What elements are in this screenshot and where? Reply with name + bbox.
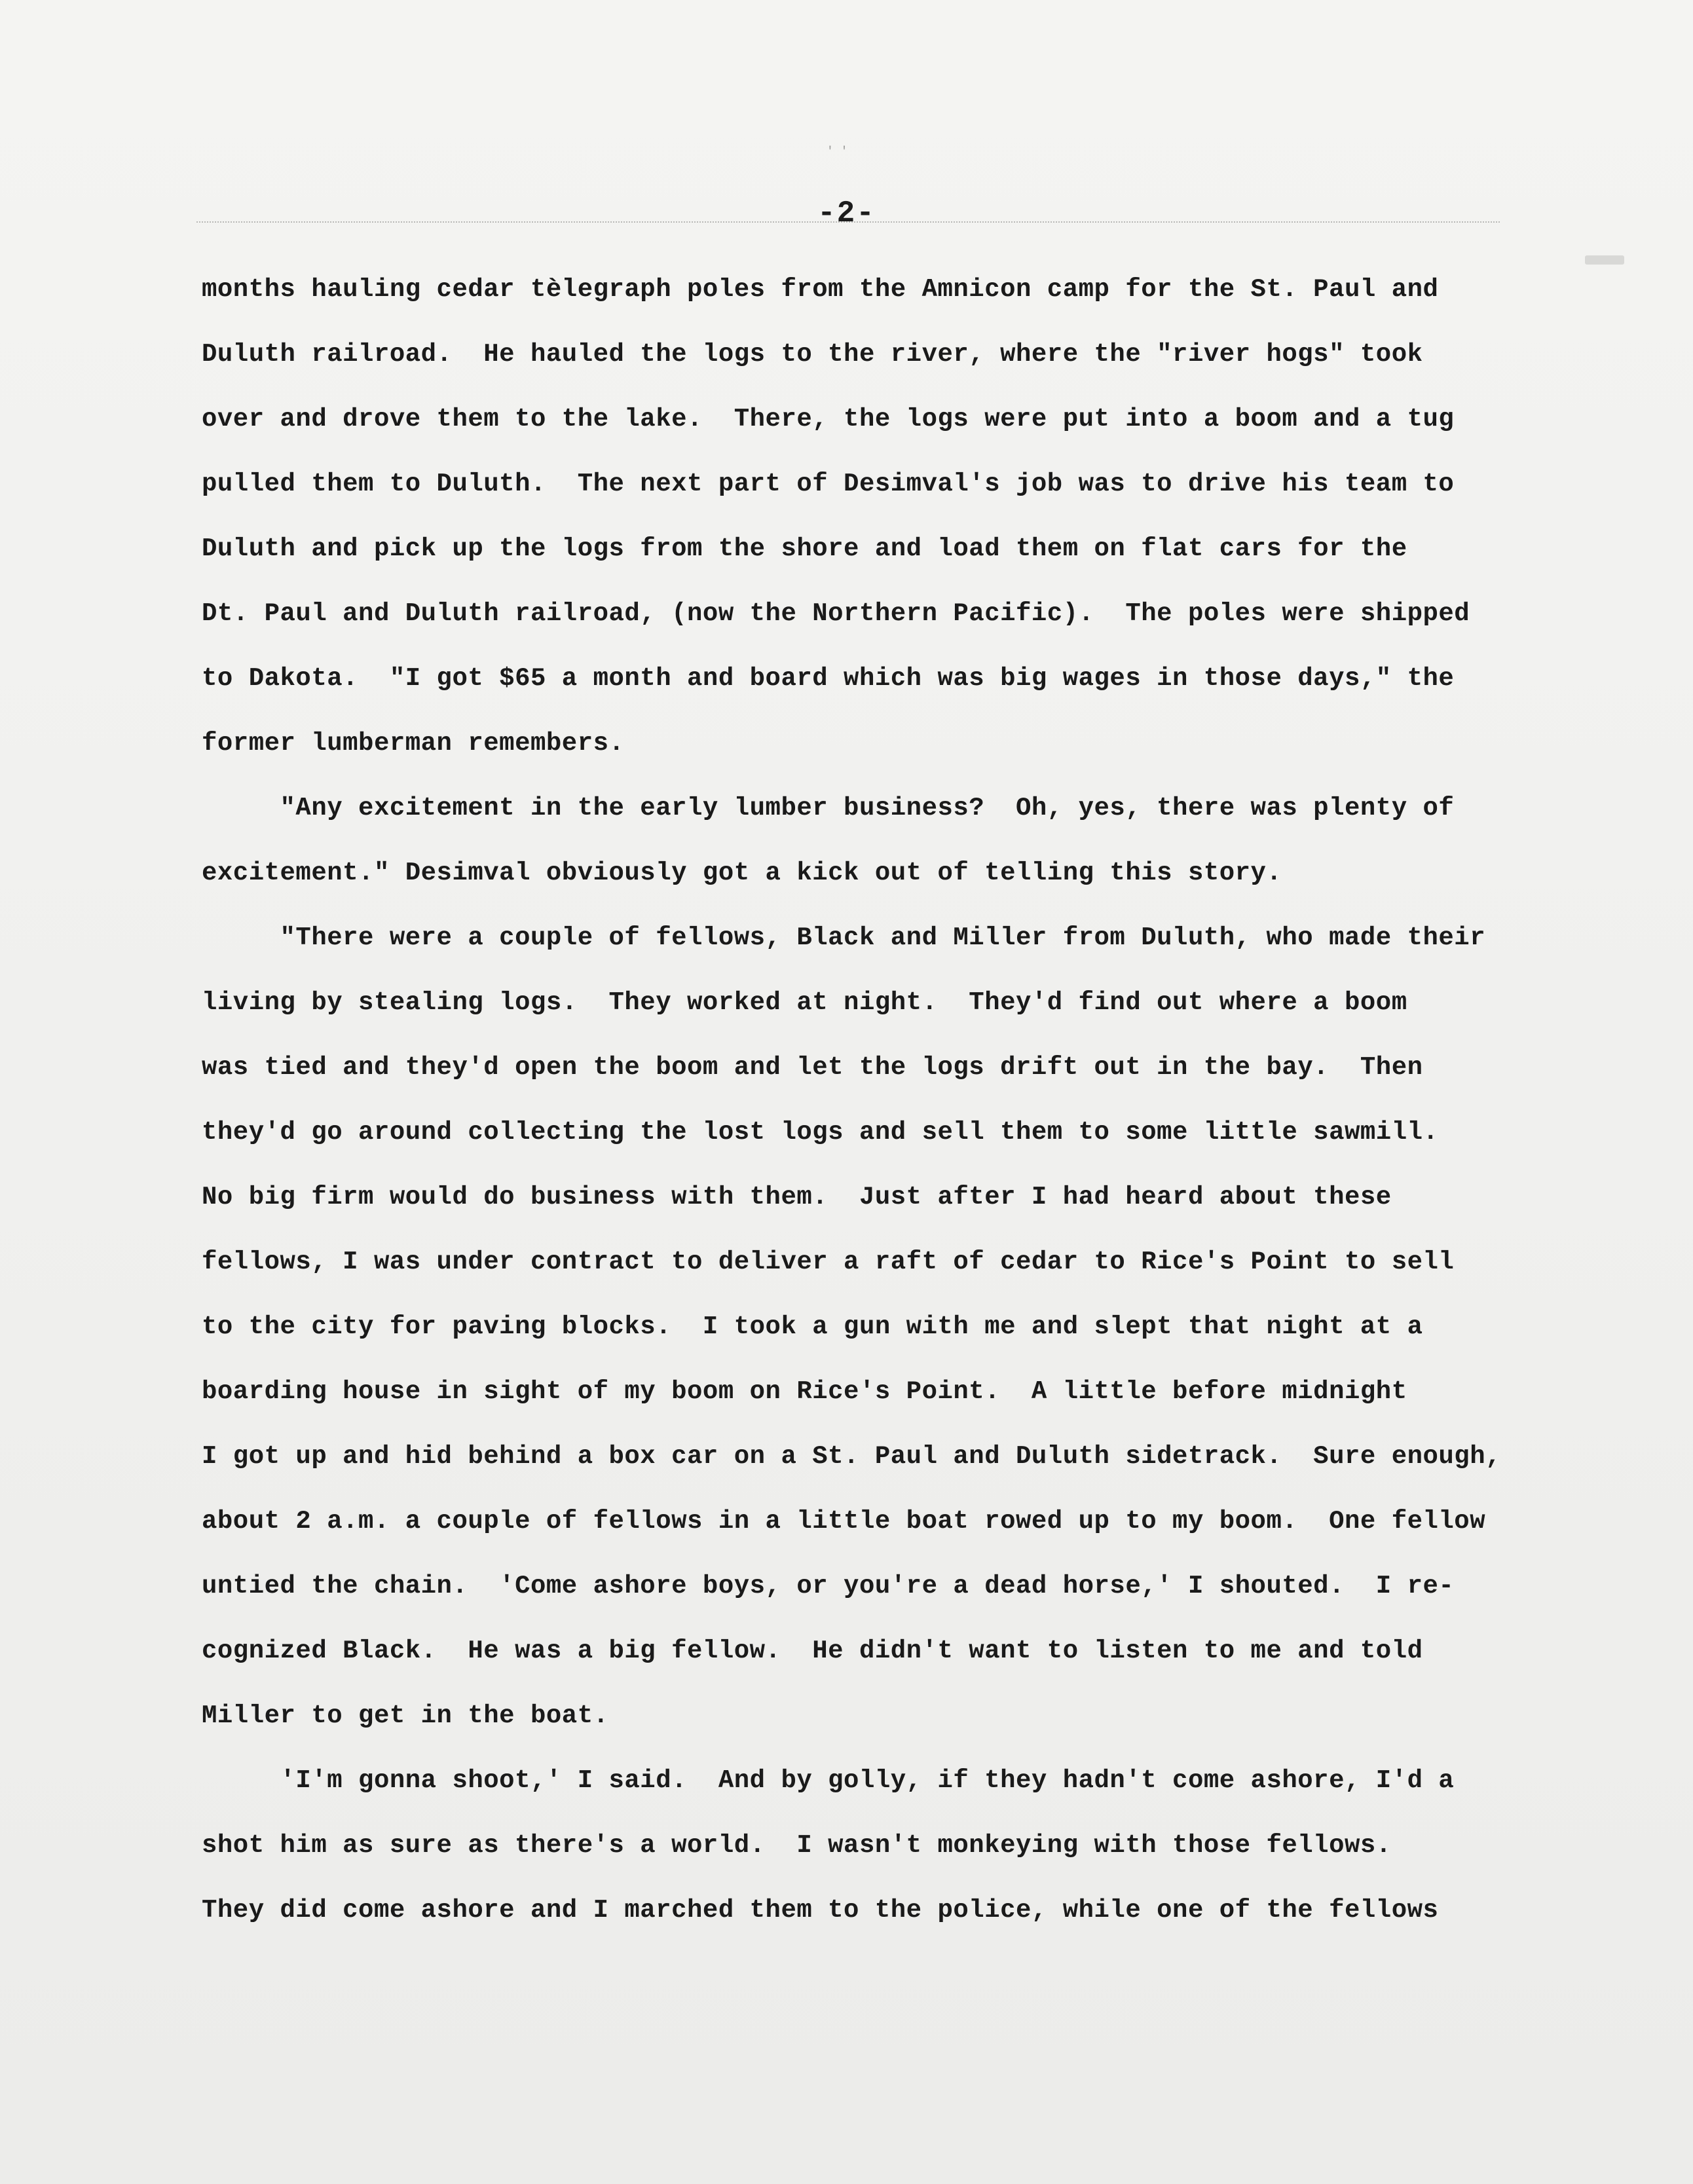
text-line: they'd go around collecting the lost logs and sell them to some little sawmill.	[202, 1118, 1439, 1147]
text-line: about 2 a.m. a couple of fellows in a little boat rowed up to my boom. One fellow	[202, 1507, 1486, 1536]
faint-mark: ' '	[827, 145, 848, 158]
text-line: over and drove them to the lake. There, the logs were put into a boom and a tug	[202, 405, 1455, 434]
text-line: pulled them to Duluth. The next part of Desimval's job was to drive his team to	[202, 470, 1455, 498]
text-line: "There were a couple of fellows, Black and Miller from Duluth, who made their	[202, 923, 1486, 952]
text-line: I got up and hid behind a box car on a St. Paul and Duluth sidetrack. Sure enough,	[202, 1442, 1502, 1471]
text-line: fellows, I was under contract to deliver a raft of cedar to Rice's Point to sell	[202, 1248, 1455, 1276]
text-line: untied the chain. 'Come ashore boys, or you're a dead horse,' I shouted. I re-	[202, 1572, 1455, 1601]
text-line: Dt. Paul and Duluth railroad, (now the Northern Pacific). The poles were shipped	[202, 599, 1470, 628]
text-line: excitement." Desimval obviously got a kick out of telling this story.	[202, 859, 1282, 887]
text-line: No big firm would do business with them. Just after I had heard about these	[202, 1183, 1392, 1212]
text-line: Duluth and pick up the logs from the shore and load them on flat cars for the	[202, 534, 1407, 563]
text-line: living by stealing logs. They worked at night. They'd find out where a boom	[202, 988, 1407, 1017]
page-number: -2-	[817, 196, 876, 231]
text-line: 'I'm gonna shoot,' I said. And by golly, if they hadn't come ashore, I'd a	[202, 1766, 1455, 1795]
text-line: Duluth railroad. He hauled the logs to the river, where the "river hogs" took	[202, 340, 1423, 369]
text-line: boarding house in sight of my boom on Rice's Point. A little before midnight	[202, 1377, 1407, 1406]
text-line: They did come ashore and I marched them to the police, while one of the fellows	[202, 1896, 1439, 1925]
text-line: was tied and they'd open the boom and let the logs drift out in the bay. Then	[202, 1053, 1423, 1082]
margin-smudge	[1585, 255, 1624, 265]
text-line: former lumberman remembers.	[202, 729, 625, 758]
typed-text-body	[202, 270, 1551, 1955]
text-line: Miller to get in the boat.	[202, 1701, 609, 1730]
text-line: shot him as sure as there's a world. I wasn't monkeying with those fellows.	[202, 1831, 1392, 1860]
text-line: to the city for paving blocks. I took a gun with me and slept that night at a	[202, 1312, 1423, 1341]
text-line: cognized Black. He was a big fellow. He didn't want to listen to me and told	[202, 1637, 1423, 1665]
text-line: "Any excitement in the early lumber business? Oh, yes, there was plenty of	[202, 794, 1455, 823]
text-line: to Dakota. "I got $65 a month and board which was big wages in those days," the	[202, 664, 1455, 693]
text-line: months hauling cedar tèlegraph poles from the Amnicon camp for the St. Paul and	[202, 275, 1439, 304]
